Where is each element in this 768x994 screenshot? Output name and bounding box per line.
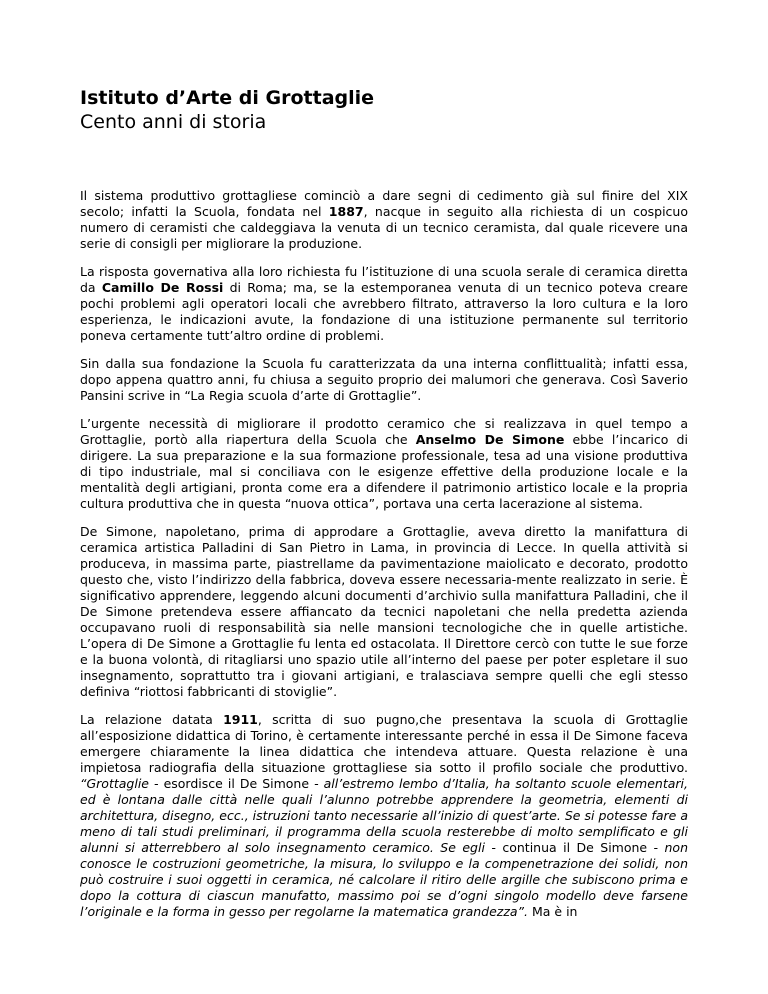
text-run: Il sistema produttivo grottagliese cominciò a dare segni di cedimento già sul finire del XIX secolo; infatti la Scuola, fondata nel	[80, 188, 688, 219]
paragraph	[80, 524, 688, 700]
italic-quote: - all’estremo lembo d’Italia, ha soltanto scuole elementari, ed è lontana dalle città nelle quali l’alunno potrebbe apprendere la geometria, elementi di architettura, disegno, ecc., istruzioni tanto necessarie all’inizio di quest’arte. Se si potesse fare a meno di tali studi preliminari, il programma della scuola resterebbe di molto semplificato e gli alunni si atterrebbero al solo insegnamento ceramico. Se egli -	[80, 776, 688, 855]
document-page	[80, 86, 688, 932]
bold-text: 1911	[223, 712, 258, 727]
text-run: , nacque in seguito alla richiesta di un cospicuo numero di ceramisti che caldeggiava la venuta di un tecnico ceramista, dal quale ricevere una serie di consigli per migliorare la produzione.	[80, 204, 688, 251]
text-run: Sin dalla sua fondazione la Scuola fu caratterizzata da una interna conflittualità; infatti essa, dopo appena quattro anni, fu chiusa a seguito proprio dei malumori che generava. Così Saverio Pansini scrive in “La Regia scuola d’arte di Grottaglie”.	[80, 356, 688, 403]
text-run: La relazione datata	[80, 712, 224, 727]
paragraph	[80, 356, 688, 404]
text-run: Ma è in	[528, 904, 578, 919]
text-run: La risposta governativa alla loro richiesta fu l’istituzione di una scuola serale di ceramica diretta da	[80, 264, 688, 295]
text-run: continua il De Simone	[502, 840, 648, 855]
text-run: De Simone, napoletano, prima di approdare a Grottaglie, aveva diretto la manifattura di ceramica artistica Palladini di San Pietro in Lama, in provincia di Lecce. In quella attività si produceva, in massima parte, piastrellame da pavimentazione maiolicato e decorato, prodotto questo che, visto l’indirizzo della fabbrica, doveva essere necessaria-mente realizzato in serie. È significativo apprendere, leggendo alcuni documenti d’archivio sulla manifattura Palladini, che il De Simone pretendeva essere affiancato da tecnici napoletani che nella predetta azienda occupavano ruoli di responsabilità sia nelle mansioni tecnologiche che in quelle artistiche. L’opera di De Simone a Grottaglie fu lenta ed ostacolata. Il Direttore cercò con tutte le sue forze e la buona volontà, di ritagliarsi uno spazio utile all’interno del paese per poter espletare il suo insegnamento, soprattutto tra i giovani artigiani, e tralasciava sempre quelli che egli stesso definiva “riottosi fabbricanti di stoviglie”.	[80, 524, 688, 699]
italic-quote: - non conosce le costruzioni geometriche, la misura, lo sviluppo e la compenetrazione dei solidi, non può costruire i suoi oggetti in ceramica, né calcolare il ritiro delle argille che subiscono prima e dopo la cottura di ciascun manufatto, massimo poi se d’ogni singolo modello deve farsene l’originale e la forma in gesso per regolarne la matematica grandezza”.	[80, 840, 688, 919]
text-run: L’urgente necessità di migliorare il prodotto ceramico che si realizzava in quel tempo a Grottaglie, portò alla riapertura della Scuola che	[80, 416, 688, 447]
paragraph	[80, 712, 688, 920]
bold-text: Camillo De Rossi	[101, 280, 224, 295]
paragraph	[80, 416, 688, 512]
bold-text: 1887	[328, 204, 364, 219]
document-subtitle: Cento anni di storia	[80, 111, 267, 133]
text-run: di Roma; ma, se la estemporanea venuta di un tecnico poteva creare pochi problemi agli operatori locali che avrebbero filtrato, attraverso la loro cultura e la loro esperienza, le indicazioni avute, la fondazione di una istituzione permanente sul territorio poneva certamente tutt’altro ordine di problemi.	[80, 280, 688, 343]
paragraph	[80, 264, 688, 344]
text-run: , scritta di suo pugno,che presentava la scuola di Grottaglie all’esposizione didattica di Torino, è certamente interessante perché in essa il De Simone faceva emergere chiaramente la linea didattica che intendeva attuare. Questa relazione è una impietosa radiografia della situazione grottagliese sia sotto il profilo sociale che produttivo.	[80, 712, 688, 775]
text-run: esordisce il De Simone	[163, 776, 310, 791]
italic-quote: “Grottaglie -	[80, 776, 164, 791]
paragraph	[80, 188, 688, 252]
document-title: Istituto d’Arte di Grottaglie	[80, 87, 375, 109]
text-run: ebbe l’incarico di dirigere. La sua preparazione e la sua formazione professionale, tesa ad una visione produttiva di tipo industriale, mal si conciliava con le esigenze effettive della produzione locale e la mentalità degli artigiani, pronta come era a difendere il patrimonio artistico locale e la propria cultura produttiva che in questa “nuova ottica”, portava una certa lacerazione al sistema.	[80, 432, 688, 511]
document-body	[80, 188, 688, 920]
bold-text: Anselmo De Simone	[415, 432, 565, 447]
